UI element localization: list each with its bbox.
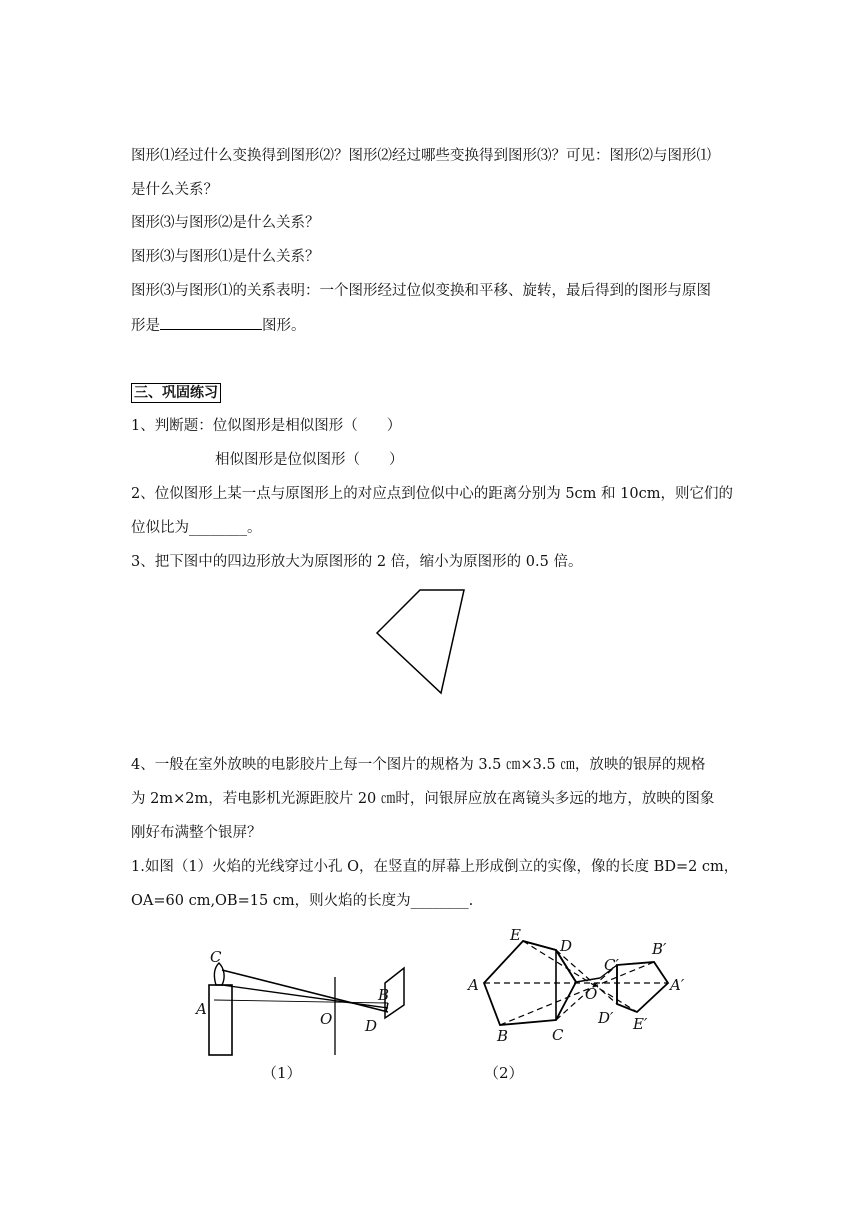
paragraph-line-2: 是什么关系？ (131, 182, 218, 198)
fig1-label-D: D (365, 1017, 378, 1035)
fig2-label-Bp: B′ (652, 940, 667, 958)
q1-line-a: 1、判断题：位似图形是相似图形（ ） (131, 418, 402, 434)
q5-line-1: 1.如图（1）火焰的光线穿过小孔 O，在竖直的屏幕上形成倒立的实像，像的长度 BD=2 cm， (131, 859, 739, 875)
paragraph-line-5: 图形⑶与图形⑴的关系表明：一个图形经过位似变换和平移、旋转，最后得到的图形与原图 (131, 283, 711, 299)
q4-line-3: 刚好布满整个银屏？ (131, 825, 262, 841)
fig1-label-C: C (210, 948, 222, 966)
fig2-label-O: O (585, 985, 598, 1003)
fig2-label-E: E (510, 926, 521, 944)
fig1-label-B: B (378, 986, 390, 1004)
fig1-label-O: O (320, 1010, 333, 1028)
q2-suffix: 。 (247, 520, 262, 536)
paragraph-line-3: 图形⑶与图形⑵是什么关系？ (131, 215, 320, 231)
q4-line-2: 为 2m×2m，若电影机光源距胶片 20 ㎝时，问银屏应放在离镜头多远的地方，放映的图象 (131, 791, 715, 807)
fig2-label-Dp: D′ (598, 1009, 614, 1027)
q2-prefix: 位似比为 (131, 520, 189, 536)
fig2-label-D: D (560, 937, 573, 955)
fig2-label-Cp: C′ (604, 956, 619, 974)
fig2-label-Ap: A′ (670, 976, 685, 994)
fig1-label-A: A (196, 1000, 207, 1018)
q1-line-b: 相似图形是位似图形（ ） (215, 452, 404, 468)
q3-line-1: 3、把下图中的四边形放大为原图形的 2 倍，缩小为原图形的 0.5 倍。 (131, 554, 583, 570)
fig2-label-A: A (468, 976, 479, 994)
fig2-label-B: B (497, 1027, 509, 1045)
paragraph-line-4: 图形⑶与图形⑴是什么关系？ (131, 249, 320, 265)
q5-line-2: OA=60 cm,OB=15 cm，则火焰的长度为________. (131, 893, 474, 909)
line6-suffix: 图形。 (262, 318, 306, 334)
paragraph-line-1: 图形⑴经过什么变换得到图形⑵？图形⑵经过哪些变换得到图形⑶？可见：图形⑵与图形⑴ (131, 148, 711, 164)
line6-prefix: 形是 (131, 318, 160, 334)
figure-2-caption: （2） (484, 1064, 524, 1082)
fig2-label-C: C (552, 1026, 564, 1044)
figure-1-caption: （1） (262, 1064, 302, 1082)
fig2-label-Ep: E′ (633, 1015, 648, 1033)
q4-line-1: 4、一般在室外放映的电影胶片上每一个图片的规格为 3.5 ㎝×3.5 ㎝，放映的银屏的规格 (131, 757, 706, 773)
section-heading: 三、巩固练习 (131, 383, 221, 403)
q2-blank[interactable]: ________ (189, 520, 247, 536)
q2-line-1: 2、位似图形上某一点与原图形上的对应点到位似中心的距离分别为 5cm 和 10cm，则它们的 (131, 486, 733, 502)
